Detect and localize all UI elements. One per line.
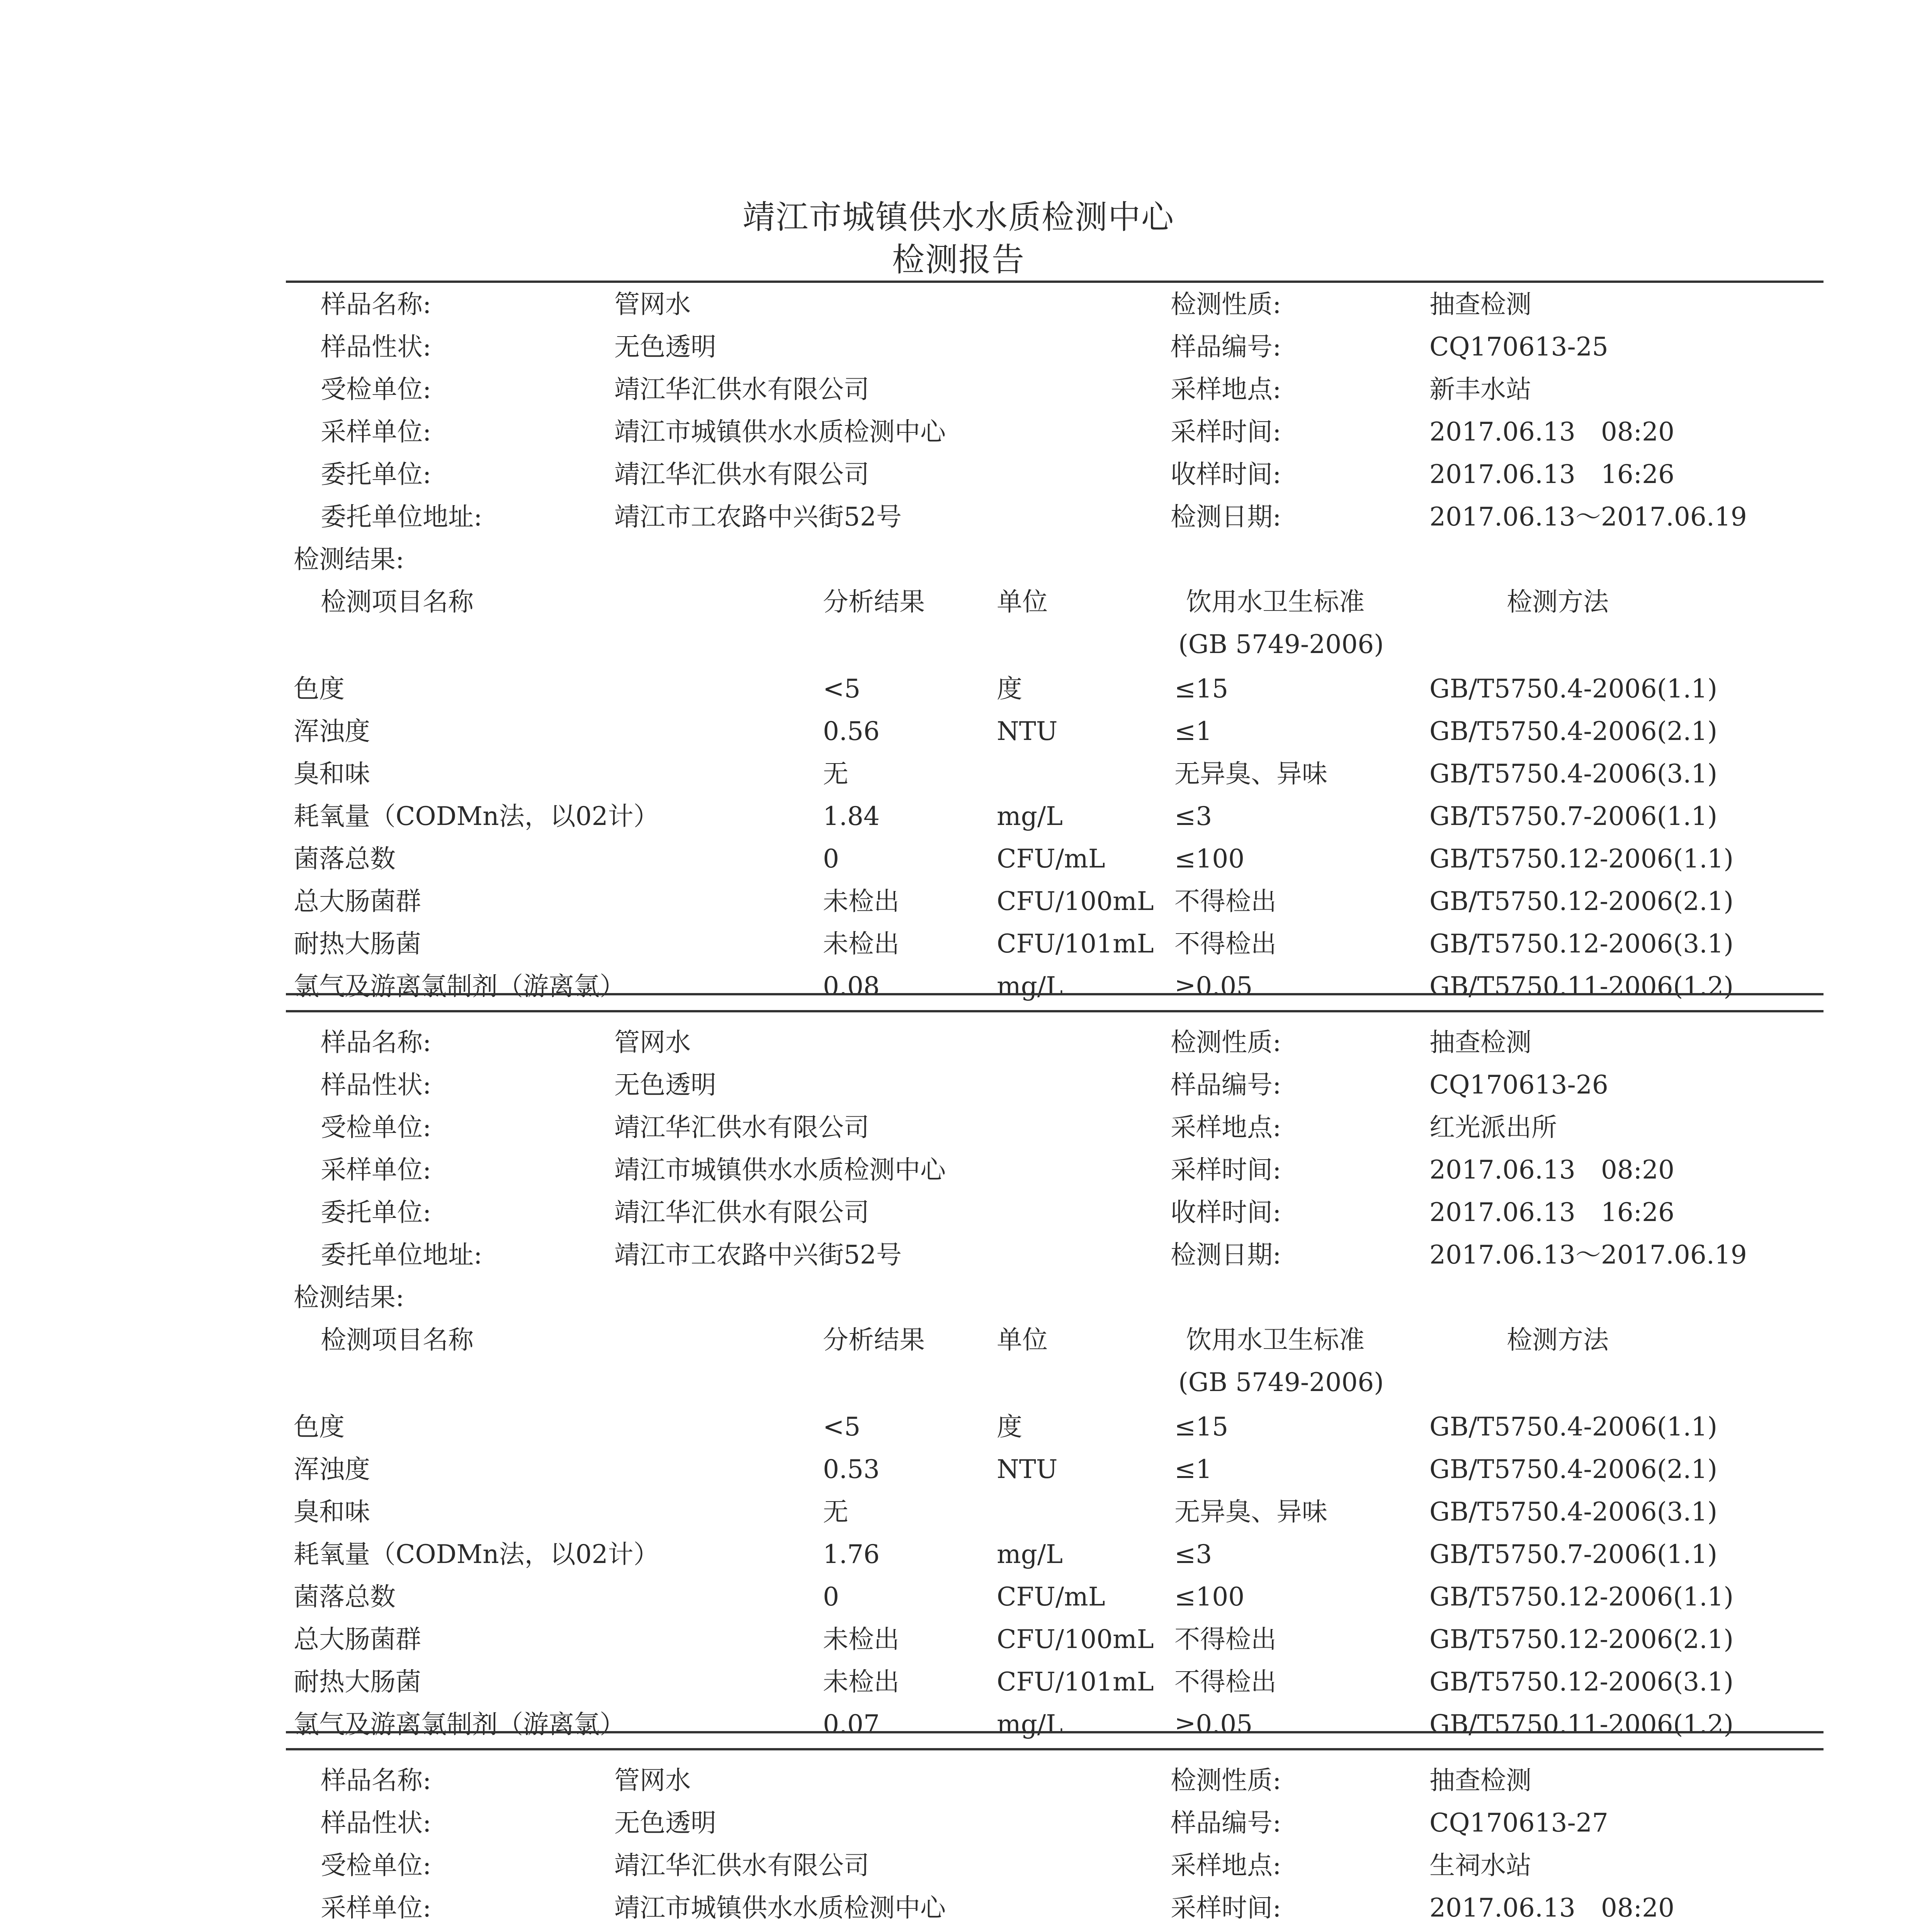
- row-unit: CFU/101mL: [997, 929, 1154, 959]
- label-sampling-site: 采样地点:: [1171, 374, 1281, 404]
- row-item: 浑浊度: [294, 716, 370, 746]
- row-standard: 无异臭、异味: [1174, 1497, 1327, 1527]
- label-sample-form: 样品性状:: [321, 332, 432, 362]
- value-sampling-site: 新丰水站: [1429, 374, 1531, 404]
- row-method: GB/T5750.4-2006(2.1): [1429, 716, 1718, 746]
- label-sampling-unit: 采样单位:: [321, 1893, 432, 1923]
- value-sample-form: 无色透明: [614, 1070, 716, 1100]
- label-sample-form: 样品性状:: [321, 1808, 432, 1838]
- row-result: 未检出: [823, 886, 899, 916]
- value-sampling-unit: 靖江市城镇供水水质检测中心: [614, 417, 946, 447]
- row-item: 耐热大肠菌: [294, 1667, 421, 1697]
- row-unit: CFU/101mL: [997, 1667, 1154, 1697]
- value-test-nature: 抽查检测: [1429, 1765, 1531, 1795]
- col-header-item: 检测项目名称: [321, 1325, 474, 1355]
- value-inspected-unit: 靖江华汇供水有限公司: [614, 1112, 869, 1142]
- col-header-method: 检测方法: [1507, 587, 1609, 617]
- row-item: 耐热大肠菌: [294, 929, 421, 959]
- row-unit: mg/L: [997, 1539, 1063, 1569]
- label-test-date: 检测日期:: [1171, 1240, 1281, 1270]
- row-method: GB/T5750.7-2006(1.1): [1429, 801, 1718, 831]
- row-method: GB/T5750.12-2006(2.1): [1429, 886, 1734, 916]
- label-sampling-site: 采样地点:: [1171, 1850, 1281, 1880]
- value-sample-no: CQ170613-27: [1429, 1808, 1608, 1838]
- row-standard: ≤3: [1174, 801, 1212, 831]
- sample-section: [0, 1765, 1917, 1932]
- row-standard: ≤15: [1174, 674, 1229, 704]
- row-method: GB/T5750.12-2006(1.1): [1429, 1582, 1734, 1612]
- label-sample-no: 样品编号:: [1171, 332, 1281, 362]
- row-unit: CFU/100mL: [997, 1624, 1154, 1654]
- row-method: GB/T5750.11-2006(1.2): [1429, 1709, 1734, 1739]
- row-item: 耗氧量（CODMn法，以02计）: [294, 801, 659, 831]
- row-method: GB/T5750.4-2006(3.1): [1429, 1497, 1718, 1527]
- row-method: GB/T5750.12-2006(3.1): [1429, 929, 1734, 959]
- section-divider: [286, 993, 1824, 995]
- row-unit: 度: [997, 1412, 1022, 1442]
- row-item: 总大肠菌群: [294, 886, 421, 916]
- row-standard: ≤1: [1174, 1454, 1212, 1484]
- label-test-nature: 检测性质:: [1171, 1765, 1281, 1795]
- results-heading: 检测结果:: [294, 1282, 404, 1312]
- value-client-unit: 靖江华汇供水有限公司: [614, 1197, 869, 1227]
- row-standard: 不得检出: [1174, 1624, 1276, 1654]
- row-method: GB/T5750.4-2006(1.1): [1429, 674, 1718, 704]
- sample-section: [0, 1027, 1917, 1764]
- value-receive-time: 2017.06.13 16:26: [1429, 459, 1675, 489]
- col-header-standard: 饮用水卫生标准: [1186, 1325, 1365, 1355]
- col-header-unit: 单位: [997, 1325, 1048, 1355]
- label-sampling-unit: 采样单位:: [321, 417, 432, 447]
- value-inspected-unit: 靖江华汇供水有限公司: [614, 1850, 869, 1880]
- row-result: 无: [823, 1497, 848, 1527]
- row-result: <5: [823, 1412, 861, 1442]
- section-divider: [286, 1748, 1824, 1750]
- header-rule: [286, 281, 1824, 283]
- row-method: GB/T5750.4-2006(2.1): [1429, 1454, 1718, 1484]
- row-item: 色度: [294, 674, 345, 704]
- label-test-nature: 检测性质:: [1171, 289, 1281, 319]
- row-result: 未检出: [823, 929, 899, 959]
- label-client-address: 委托单位地址:: [321, 1240, 483, 1270]
- section-divider: [286, 1731, 1824, 1733]
- row-unit: mg/L: [997, 801, 1063, 831]
- value-receive-time: 2017.06.13 16:26: [1429, 1197, 1675, 1227]
- value-sampling-time: 2017.06.13 08:20: [1429, 417, 1675, 447]
- value-sample-name: 管网水: [614, 1027, 691, 1057]
- row-item: 色度: [294, 1412, 345, 1442]
- row-result: 0.56: [823, 716, 880, 746]
- row-item: 菌落总数: [294, 844, 396, 874]
- row-method: GB/T5750.4-2006(1.1): [1429, 1412, 1718, 1442]
- value-sample-no: CQ170613-25: [1429, 332, 1608, 362]
- row-item: 耗氧量（CODMn法，以02计）: [294, 1539, 659, 1569]
- row-method: GB/T5750.12-2006(1.1): [1429, 844, 1734, 874]
- row-unit: mg/L: [997, 971, 1063, 1001]
- row-result: 未检出: [823, 1624, 899, 1654]
- value-inspected-unit: 靖江华汇供水有限公司: [614, 374, 869, 404]
- sample-section: [0, 289, 1917, 1026]
- row-item: 菌落总数: [294, 1582, 396, 1612]
- label-test-date: 检测日期:: [1171, 502, 1281, 532]
- row-method: GB/T5750.11-2006(1.2): [1429, 971, 1734, 1001]
- value-sample-form: 无色透明: [614, 332, 716, 362]
- row-unit: CFU/mL: [997, 844, 1105, 874]
- label-sample-no: 样品编号:: [1171, 1808, 1281, 1838]
- value-sample-name: 管网水: [614, 1765, 691, 1795]
- label-sample-form: 样品性状:: [321, 1070, 432, 1100]
- row-result: 1.84: [823, 801, 880, 831]
- row-standard: ≤3: [1174, 1539, 1212, 1569]
- row-item: 氯气及游离氯制剂（游离氯）: [294, 1709, 625, 1739]
- row-standard: ≥0.05: [1174, 1709, 1253, 1739]
- row-result: 0: [823, 1582, 839, 1612]
- value-client-address: 靖江市工农路中兴街52号: [614, 502, 902, 532]
- row-method: GB/T5750.12-2006(3.1): [1429, 1667, 1734, 1697]
- label-receive-time: 收样时间:: [1171, 1197, 1281, 1227]
- row-standard: ≤15: [1174, 1412, 1229, 1442]
- row-item: 臭和味: [294, 759, 370, 789]
- row-item: 总大肠菌群: [294, 1624, 421, 1654]
- row-item: 氯气及游离氯制剂（游离氯）: [294, 971, 625, 1001]
- col-header-result: 分析结果: [823, 1325, 925, 1355]
- value-test-date: 2017.06.13～2017.06.19: [1429, 1240, 1747, 1270]
- results-heading: 检测结果:: [294, 544, 404, 574]
- row-unit: NTU: [997, 716, 1058, 746]
- label-sample-name: 样品名称:: [321, 1027, 432, 1057]
- label-sampling-unit: 采样单位:: [321, 1155, 432, 1185]
- col-header-item: 检测项目名称: [321, 587, 474, 617]
- value-sampling-time: 2017.06.13 08:20: [1429, 1893, 1675, 1923]
- value-sampling-site: 红光派出所: [1429, 1112, 1557, 1142]
- row-item: 臭和味: [294, 1497, 370, 1527]
- value-sampling-time: 2017.06.13 08:20: [1429, 1155, 1675, 1185]
- row-standard: ≥0.05: [1174, 971, 1253, 1001]
- row-standard: ≤1: [1174, 716, 1212, 746]
- col-header-method: 检测方法: [1507, 1325, 1609, 1355]
- label-inspected-unit: 受检单位:: [321, 1850, 432, 1880]
- value-sampling-site: 生祠水站: [1429, 1850, 1531, 1880]
- section-divider: [286, 1010, 1824, 1012]
- row-standard: 不得检出: [1174, 1667, 1276, 1697]
- row-result: 0.08: [823, 971, 880, 1001]
- value-test-nature: 抽查检测: [1429, 1027, 1531, 1057]
- label-client-unit: 委托单位:: [321, 1197, 432, 1227]
- row-unit: mg/L: [997, 1709, 1063, 1739]
- col-header-result: 分析结果: [823, 587, 925, 617]
- value-test-nature: 抽查检测: [1429, 289, 1531, 319]
- label-inspected-unit: 受检单位:: [321, 374, 432, 404]
- value-client-unit: 靖江华汇供水有限公司: [614, 459, 869, 489]
- row-method: GB/T5750.7-2006(1.1): [1429, 1539, 1718, 1569]
- col-header-standard: 饮用水卫生标准: [1186, 587, 1365, 617]
- label-sampling-time: 采样时间:: [1171, 1155, 1281, 1185]
- label-client-address: 委托单位地址:: [321, 502, 483, 532]
- value-sample-form: 无色透明: [614, 1808, 716, 1838]
- col-header-standard-code: (GB 5749-2006): [1178, 1367, 1384, 1397]
- row-result: 1.76: [823, 1539, 880, 1569]
- report-org-title: 靖江市城镇供水水质检测中心: [742, 198, 1174, 236]
- row-standard: 无异臭、异味: [1174, 759, 1327, 789]
- value-sample-no: CQ170613-26: [1429, 1070, 1608, 1100]
- row-item: 浑浊度: [294, 1454, 370, 1484]
- label-sample-no: 样品编号:: [1171, 1070, 1281, 1100]
- row-standard: ≤100: [1174, 844, 1245, 874]
- row-standard: 不得检出: [1174, 929, 1276, 959]
- col-header-standard-code: (GB 5749-2006): [1178, 629, 1384, 659]
- label-sample-name: 样品名称:: [321, 1765, 432, 1795]
- row-unit: 度: [997, 674, 1022, 704]
- label-sample-name: 样品名称:: [321, 289, 432, 319]
- row-result: 未检出: [823, 1667, 899, 1697]
- value-sample-name: 管网水: [614, 289, 691, 319]
- label-sampling-site: 采样地点:: [1171, 1112, 1281, 1142]
- value-sampling-unit: 靖江市城镇供水水质检测中心: [614, 1893, 946, 1923]
- row-unit: CFU/mL: [997, 1582, 1105, 1612]
- label-sampling-time: 采样时间:: [1171, 417, 1281, 447]
- row-standard: 不得检出: [1174, 886, 1276, 916]
- row-standard: ≤100: [1174, 1582, 1245, 1612]
- label-receive-time: 收样时间:: [1171, 459, 1281, 489]
- label-client-unit: 委托单位:: [321, 459, 432, 489]
- row-method: GB/T5750.4-2006(3.1): [1429, 759, 1718, 789]
- report-title: 检测报告: [892, 241, 1025, 279]
- row-result: 0.07: [823, 1709, 880, 1739]
- row-result: 无: [823, 759, 848, 789]
- row-unit: CFU/100mL: [997, 886, 1154, 916]
- value-test-date: 2017.06.13～2017.06.19: [1429, 502, 1747, 532]
- row-unit: NTU: [997, 1454, 1058, 1484]
- row-method: GB/T5750.12-2006(2.1): [1429, 1624, 1734, 1654]
- label-inspected-unit: 受检单位:: [321, 1112, 432, 1142]
- row-result: <5: [823, 674, 861, 704]
- label-test-nature: 检测性质:: [1171, 1027, 1281, 1057]
- col-header-unit: 单位: [997, 587, 1048, 617]
- row-result: 0.53: [823, 1454, 880, 1484]
- value-client-address: 靖江市工农路中兴街52号: [614, 1240, 902, 1270]
- label-sampling-time: 采样时间:: [1171, 1893, 1281, 1923]
- value-sampling-unit: 靖江市城镇供水水质检测中心: [614, 1155, 946, 1185]
- row-result: 0: [823, 844, 839, 874]
